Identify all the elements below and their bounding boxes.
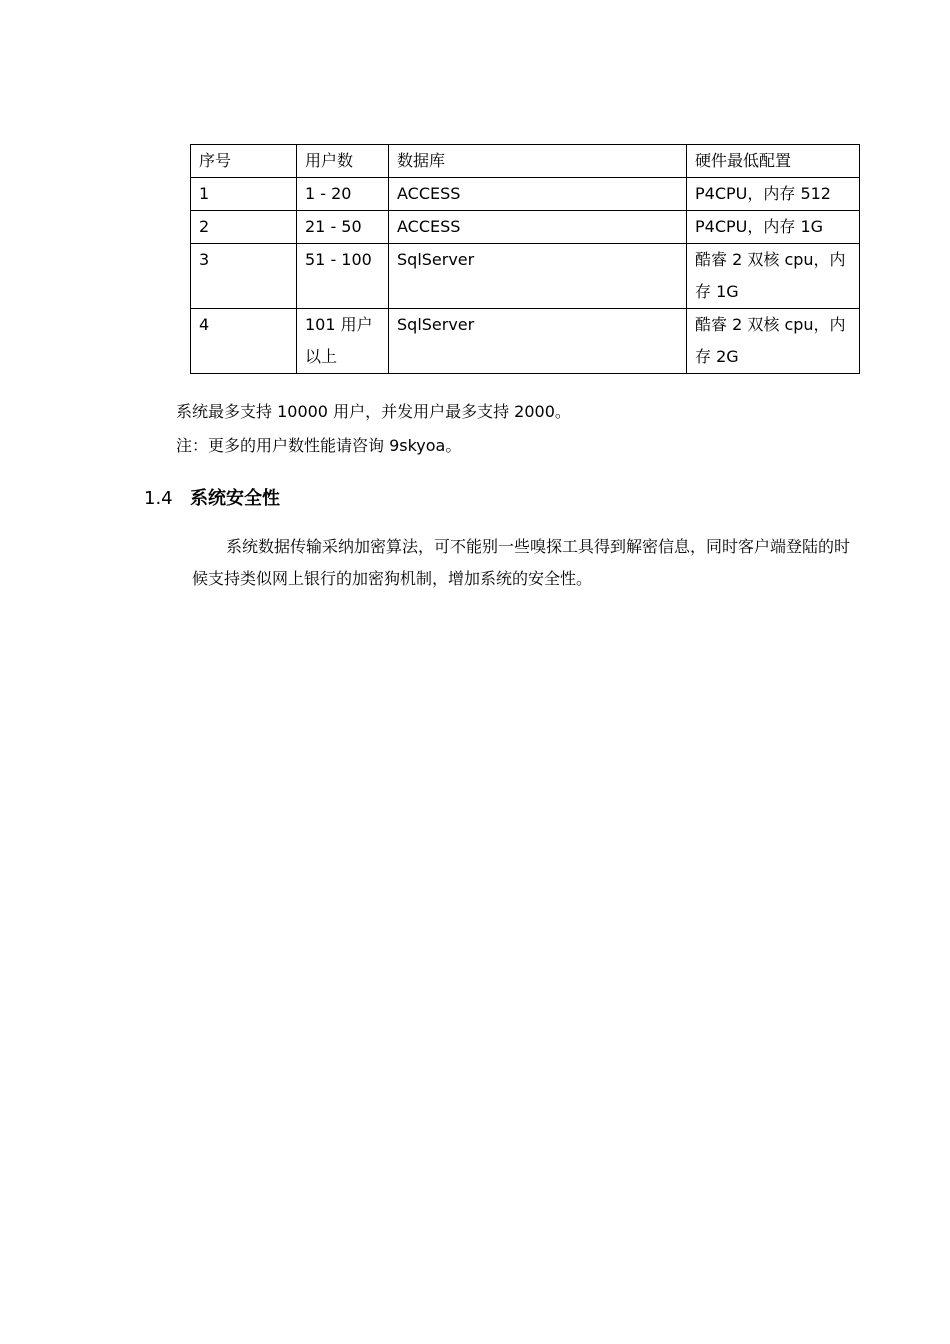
table-cell: 1 - 20 [297,178,389,211]
header-cell: 硬件最低配置 [687,145,860,178]
hardware-requirements-table [190,144,860,374]
header-cell: 数据库 [389,145,687,178]
table-cell: 3 [191,244,297,309]
header-cell: 用户数 [297,145,389,178]
section-heading [144,487,280,511]
section-number: 1.4 [144,488,173,509]
max-users-note: 系统最多支持 10000 用户，并发用户最多支持 2000。 [176,402,571,421]
table-cell: 4 [191,309,297,374]
table-cell: ACCESS [389,178,687,211]
table-cell: 1 [191,178,297,211]
table-cell: ACCESS [389,211,687,244]
table-cell: P4CPU，内存 512 [687,178,860,211]
section-title: 系统安全性 [190,488,280,509]
table-row [191,211,860,244]
table-header-row [191,145,860,178]
table-cell: SqlServer [389,309,687,374]
table-row [191,309,860,374]
table-cell: 21 - 50 [297,211,389,244]
table-cell: 101 用户以上 [297,309,389,374]
more-users-note: 注：更多的用户数性能请咨询 9skyoa。 [176,436,462,455]
table-cell: 酷睿 2 双核 cpu，内存 1G [687,244,860,309]
table-cell: 51 - 100 [297,244,389,309]
table-cell: 2 [191,211,297,244]
table-row [191,244,860,309]
table-cell: 酷睿 2 双核 cpu，内存 2G [687,309,860,374]
table-row [191,178,860,211]
table-cell: P4CPU，内存 1G [687,211,860,244]
header-cell: 序号 [191,145,297,178]
section-body-paragraph: 系统数据传输采纳加密算法，可不能别一些嗅探工具得到解密信息，同时客户端登陆的时候支持类似网上银行的加密狗机制，增加系统的安全性。 [192,537,851,588]
table-cell: SqlServer [389,244,687,309]
